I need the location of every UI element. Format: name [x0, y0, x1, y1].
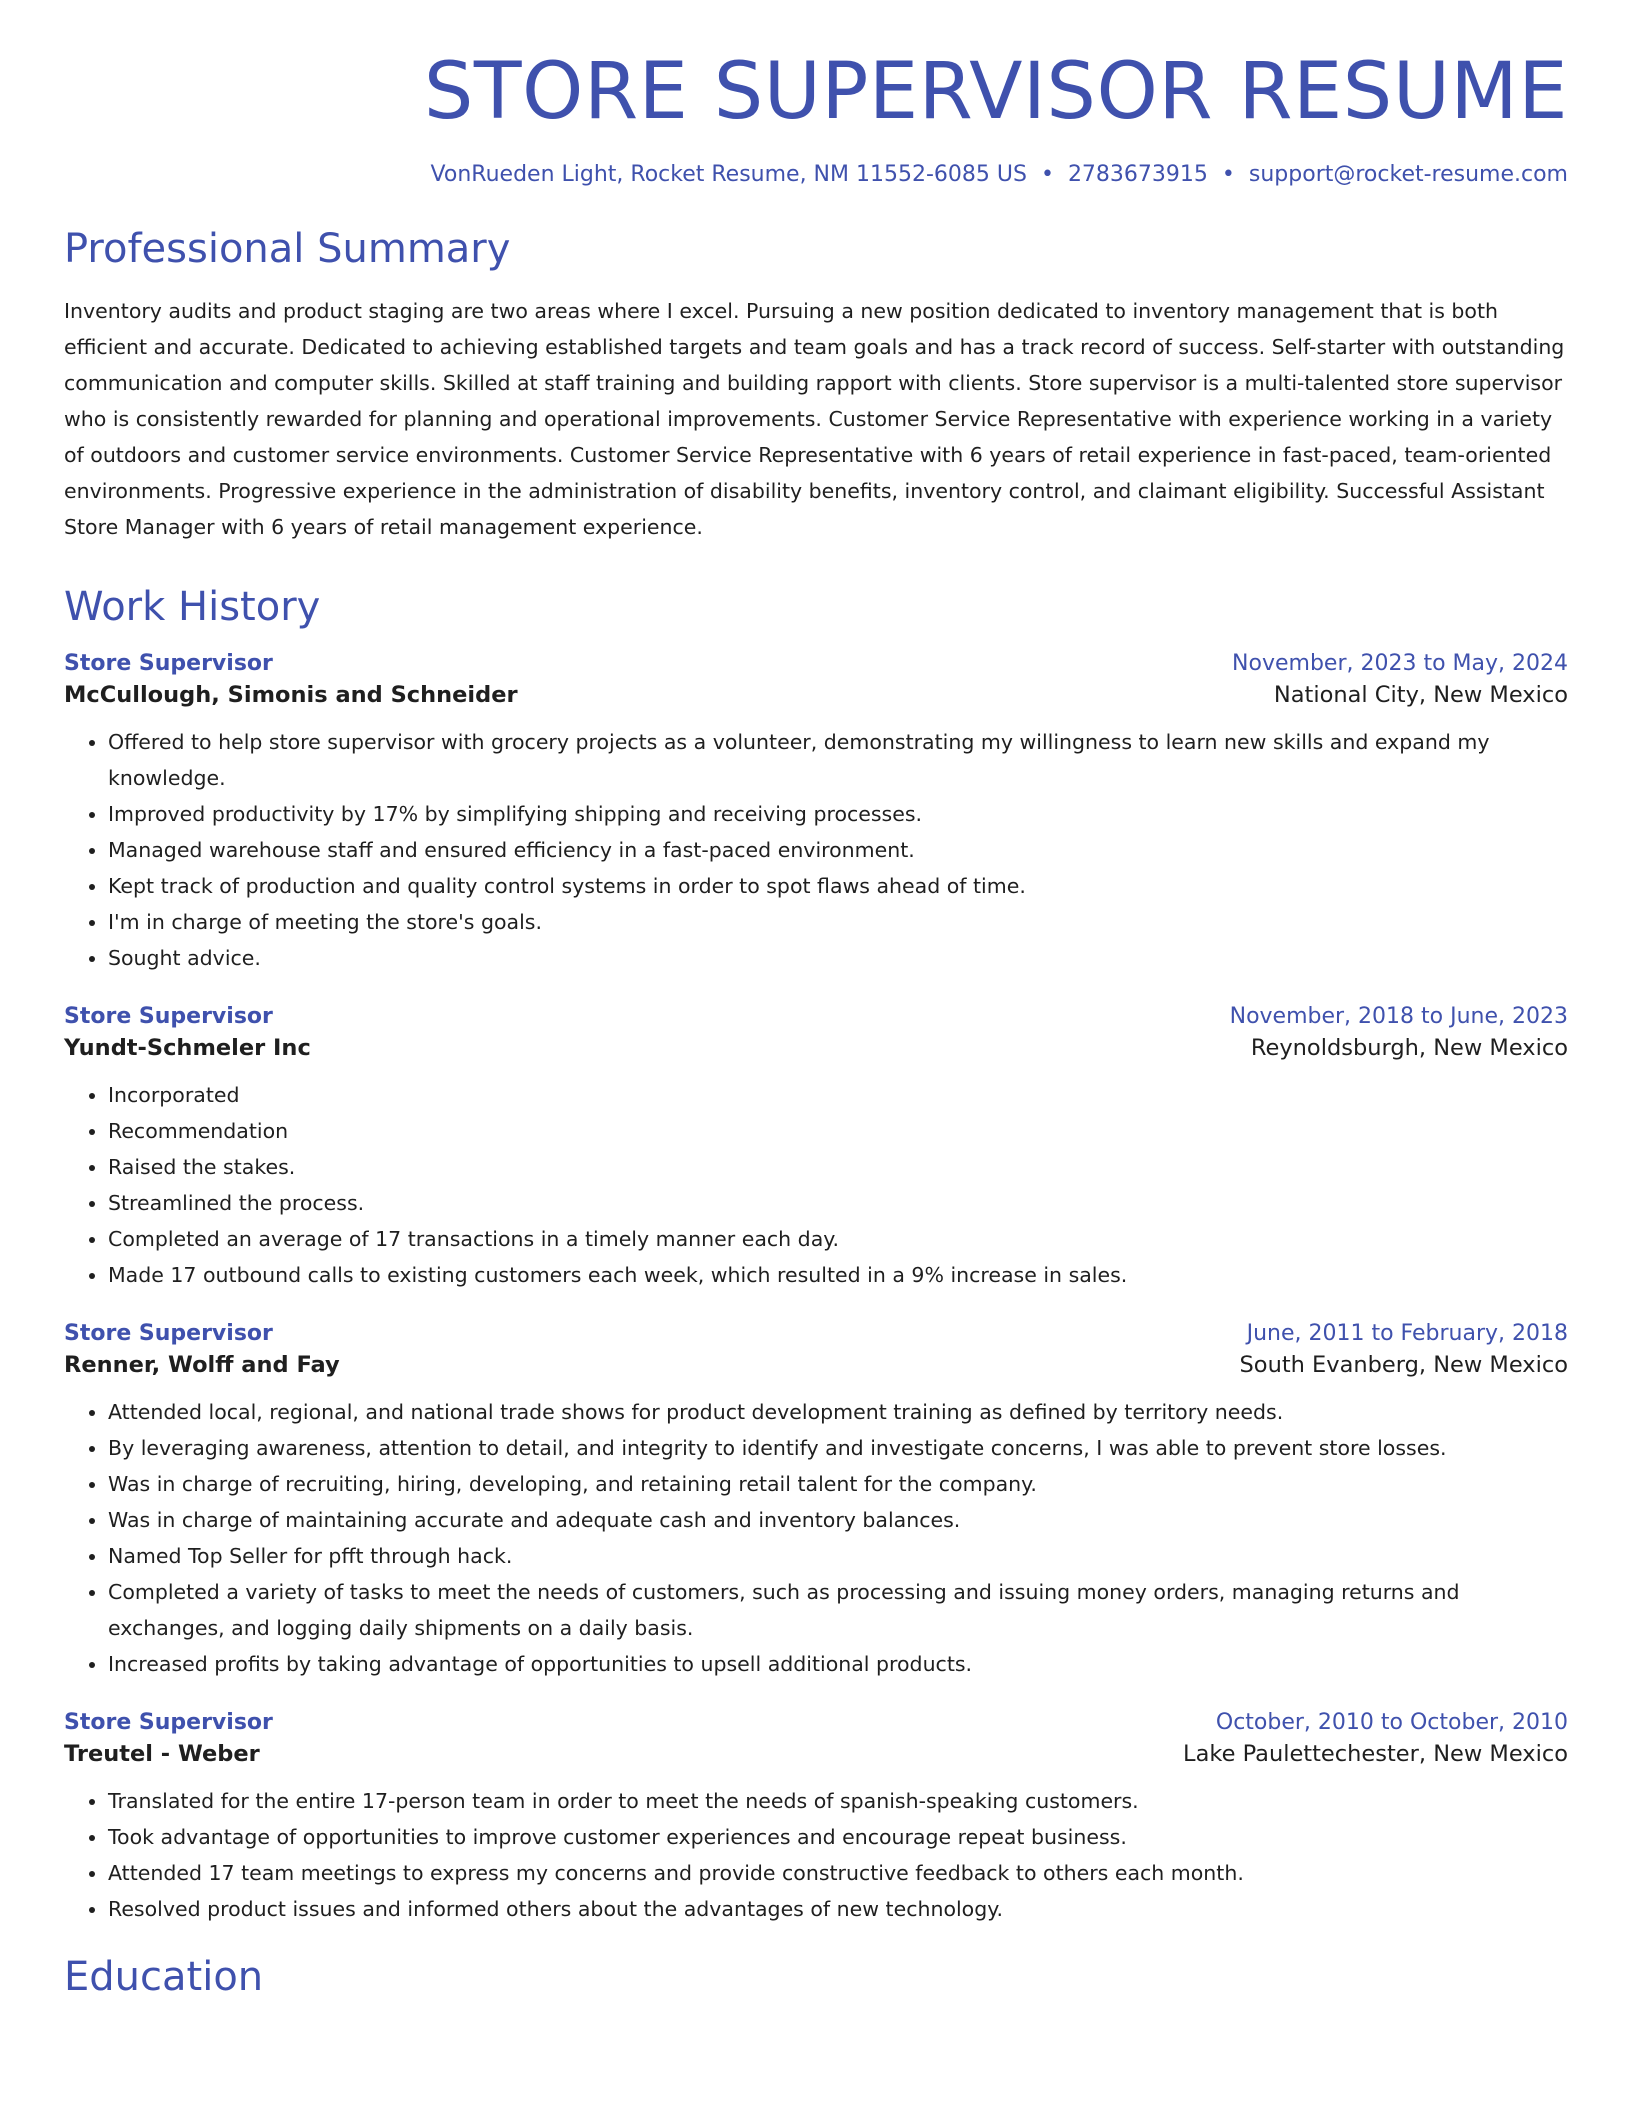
bullet-item: • Improved productivity by 17% by simplifying shipping and receiving processes.	[108, 796, 1568, 832]
job-title: Store Supervisor	[64, 1003, 273, 1029]
bullet-item: • Sought advice.	[108, 940, 1568, 976]
bullet-item: • Took advantage of opportunities to improve customer experiences and encourage repeat business.	[108, 1819, 1568, 1855]
job-bullets	[64, 1783, 1568, 1927]
bullet-item: • Kept track of production and quality control systems in order to spot flaws ahead of time.	[108, 868, 1568, 904]
bullet-item: • Attended local, regional, and national trade shows for product development training as defined by territory needs.	[108, 1394, 1568, 1430]
bullet-item: • Managed warehouse staff and ensured efficiency in a fast-paced environment.	[108, 832, 1568, 868]
bullet-item: • Completed an average of 17 transactions in a timely manner each day.	[108, 1221, 1568, 1257]
job-entry	[64, 1710, 1568, 1927]
contact-email: support@rocket-resume.com	[1248, 161, 1568, 187]
work-history-heading: Work History	[64, 583, 321, 630]
job-dates: June, 2011 to February, 2018	[1246, 1320, 1568, 1346]
job-company: Renner, Wolff and Fay	[64, 1351, 340, 1378]
job-location: Reynoldsburgh, New Mexico	[1250, 1034, 1568, 1061]
resume-title: STORE SUPERVISOR RESUME	[423, 47, 1568, 137]
bullet-item: • Named Top Seller for pfft through hack.	[108, 1538, 1568, 1574]
bullet-item: • Made 17 outbound calls to existing customers each week, which resulted in a 9% increase in sales.	[108, 1257, 1568, 1293]
bullet-item: • Incorporated	[108, 1077, 1568, 1113]
bullet-item: • Resolved product issues and informed others about the advantages of new technology.	[108, 1891, 1568, 1927]
bullet-item: • Completed a variety of tasks to meet the needs of customers, such as processing and issuing money orders, managing returns and exchanges, and logging daily shipments on a daily basis.	[108, 1574, 1568, 1646]
job-location: National City, New Mexico	[1273, 681, 1568, 708]
contact-address: VonRueden Light, Rocket Resume, NM 11552-6085 US	[430, 161, 1027, 187]
job-bullets	[64, 724, 1568, 976]
job-company: Treutel - Weber	[64, 1740, 260, 1767]
job-company: McCullough, Simonis and Schneider	[64, 681, 518, 708]
bullet-item: • By leveraging awareness, attention to detail, and integrity to identify and investigate concerns, I was able to prevent store losses.	[108, 1430, 1568, 1466]
job-location: South Evanberg, New Mexico	[1239, 1351, 1568, 1378]
bullet-item: • Increased profits by taking advantage of opportunities to upsell additional products.	[108, 1646, 1568, 1682]
bullet-item: • Was in charge of maintaining accurate and adequate cash and inventory balances.	[108, 1502, 1568, 1538]
summary-heading: Professional Summary	[64, 225, 511, 272]
bullet-item: • Translated for the entire 17-person team in order to meet the needs of spanish-speaking customers.	[108, 1783, 1568, 1819]
job-entry	[64, 1004, 1568, 1293]
job-title: Store Supervisor	[64, 650, 273, 676]
contact-line	[64, 162, 1568, 187]
job-dates: November, 2023 to May, 2024	[1232, 650, 1568, 676]
bullet-item: • Offered to help store supervisor with grocery projects as a volunteer, demonstrating my willingness to learn new skills and expand my knowledge.	[108, 724, 1568, 796]
education-section	[64, 1955, 1568, 1999]
education-heading: Education	[64, 1953, 264, 2000]
job-location: Lake Paulettechester, New Mexico	[1183, 1740, 1568, 1767]
bullet-item: • Attended 17 team meetings to express my concerns and provide constructive feedback to others each month.	[108, 1855, 1568, 1891]
job-bullets	[64, 1394, 1568, 1682]
bullet-item: • Recommendation	[108, 1113, 1568, 1149]
job-company: Yundt-Schmeler Inc	[64, 1034, 311, 1061]
job-bullets	[64, 1077, 1568, 1293]
bullet-item: • I'm in charge of meeting the store's goals.	[108, 904, 1568, 940]
job-entry	[64, 1321, 1568, 1682]
contact-separator: •	[1221, 161, 1235, 187]
contact-phone: 2783673915	[1067, 161, 1208, 187]
work-history-section	[64, 585, 1568, 1927]
bullet-item: • Streamlined the process.	[108, 1185, 1568, 1221]
contact-separator: •	[1040, 161, 1054, 187]
bullet-item: • Was in charge of recruiting, hiring, developing, and retaining retail talent for the company.	[108, 1466, 1568, 1502]
summary-section	[64, 227, 1568, 545]
job-title: Store Supervisor	[64, 1709, 273, 1735]
job-dates: October, 2010 to October, 2010	[1215, 1709, 1568, 1735]
resume-header	[64, 47, 1568, 187]
job-entry	[64, 651, 1568, 976]
job-dates: November, 2018 to June, 2023	[1229, 1003, 1568, 1029]
summary-text: Inventory audits and product staging are two areas where I excel. Pursuing a new position dedicated to inventory management that is both efficient and accurate. Dedicated to achieving established targets and team goals and has a track record of success. Self-starter with outstanding communication and computer skills. Skilled at staff training and building rapport with clients. Store supervisor is a multi-talented store supervisor who is consistently rewarded for planning and operational improvements. Customer Service Representative with experience working in a variety of outdoors and customer service environments. Customer Service Representative with 6 years of retail experience in fast-paced, team-oriented environments. Progressive experience in the administration of disability benefits, inventory control, and claimant eligibility. Successful Assistant Store Manager with 6 years of retail management experience.	[64, 298, 1565, 539]
job-title: Store Supervisor	[64, 1320, 273, 1346]
bullet-item: • Raised the stakes.	[108, 1149, 1568, 1185]
